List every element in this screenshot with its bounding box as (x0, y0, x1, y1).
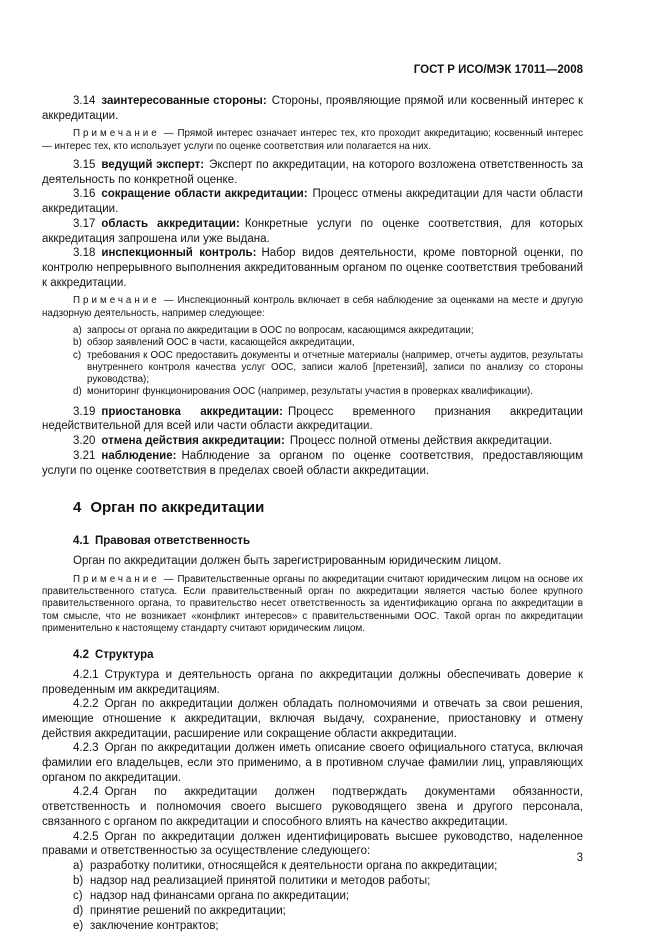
term-3-19 (42, 405, 583, 434)
term-number: 3.18 (73, 247, 96, 260)
clause-text: Орган по аккредитации должен иметь описание своего официального статуса, включая фамилии его владельцев, если это применимо, а в противном случае фамилии лиц, управляющих органом по аккредитации. (42, 742, 583, 784)
list-item-label: b) (73, 337, 82, 349)
note-3-14 (42, 128, 583, 153)
section-4-2-heading (73, 648, 583, 663)
note-dash: — (163, 573, 174, 585)
term-definition: Процесс полной отмены действия аккредитации. (289, 435, 553, 448)
list-item-text: запросы от органа по аккредитации в ООС по вопросам, касающимся аккредитации; (87, 324, 474, 336)
section-number: 4 (73, 499, 82, 517)
term-definition: Процесс отмены аккредитации для части области аккредитации. (42, 188, 583, 216)
clause-text: Орган по аккредитации должен обладать полномочиями и отвечать за свои решения, имеющие отношение к аккредитации, включая выдачу, сохранение, приостановку и отмену действия аккредитации, расширение или сокращение области аккредитации. (42, 698, 583, 740)
term-definition: Конкретные услуги по оценке соответствия, для которых аккредитация запрошена или уже выдана. (42, 217, 583, 245)
section-title: Структура (95, 649, 154, 662)
list-item-label: b) (73, 874, 84, 887)
clause-number: 4.2.1 (73, 668, 99, 681)
clause-4-2-5 (42, 830, 583, 859)
term-name: наблюдение: (101, 449, 177, 462)
clause-4-1-paragraph (42, 554, 583, 569)
term-name: приостановка аккредитации: (101, 405, 283, 418)
clause-text: Орган по аккредитации должен быть зарегистрированным юридическим лицом. (73, 554, 502, 567)
clause-text: Орган по аккредитации должен подтверждать документами обязанности, ответственность и полномочия своего высшего руководящего звена и другого персонала, связанного с органом по аккредитации и способного влиять на качество аккредитации. (42, 786, 583, 828)
list-item-d (42, 904, 583, 918)
section-title: Правовая ответственность (95, 535, 251, 548)
clause-text: Структура и деятельность органа по аккредитации должны обеспечивать доверие к проведенным им аккредитациям. (42, 668, 583, 696)
term-3-18 (42, 246, 583, 290)
term-number: 3.17 (73, 217, 96, 230)
list-item-label: a) (73, 324, 82, 336)
list-item-label: e) (73, 919, 84, 932)
list-item-text: мониторинг функционирования ООС (например, результаты участия в проверках квалификации). (87, 386, 534, 398)
note-label: Примечание (73, 128, 160, 140)
term-3-16 (42, 187, 583, 216)
term-definition: Набор видов деятельности, кроме повторной оценки, по контролю непрерывного выполнения аккредитованным органом по оценке соответствия требований к аккредитации. (42, 247, 583, 289)
term-name: ведущий эксперт: (101, 159, 205, 171)
list-item-label: c) (73, 349, 82, 361)
note-3-18-list (42, 325, 583, 399)
term-number: 3.14 (73, 95, 96, 107)
term-name: заинтересованные стороны: (101, 95, 267, 107)
list-item-e (42, 919, 583, 933)
term-definition: Процесс временного признания аккредитации недействительной для всей или части области аккредитации. (42, 405, 583, 433)
term-3-21 (42, 449, 583, 478)
term-3-14 (42, 94, 583, 123)
note-dash: — (163, 295, 174, 307)
section-number: 4.1 (73, 535, 89, 548)
term-number: 3.19 (73, 405, 96, 418)
clause-number: 4.2.2 (73, 698, 99, 711)
list-item-text: надзор над реализацией принятой политики и методов работы; (90, 874, 431, 887)
list-item-d (42, 386, 583, 398)
list-item-text: заключение контрактов; (90, 919, 219, 932)
term-3-15 (42, 158, 583, 187)
section-title: Орган по аккредитации (90, 499, 265, 517)
note-4-1 (42, 574, 583, 635)
clause-number: 4.2.5 (73, 830, 99, 843)
clause-4-2-5-list (42, 859, 583, 933)
list-item-a (42, 325, 583, 337)
note-label: Примечание (73, 573, 160, 585)
term-definition: Стороны, проявляющие прямой или косвенный интерес к аккредитации. (42, 95, 583, 122)
term-3-17 (42, 217, 583, 246)
clause-4-2-2 (42, 697, 583, 741)
term-name: область аккредитации: (101, 217, 240, 230)
term-number: 3.15 (73, 159, 96, 171)
clause-number: 4.2.4 (73, 786, 99, 799)
clause-text: Орган по аккредитации должен идентифицировать высшее руководство, наделенное правами и ответственностью за осуществление следующего: (42, 830, 583, 858)
note-text: Прямой интерес означает интерес тех, кто проходит аккредитацию; косвенный интерес — интерес тех, кто использует услуги по оценке соответствия или полагается на них. (42, 128, 583, 152)
term-definition: Наблюдение за органом по оценке соответствия, предоставляющим услуги по оценке соответствия в пределах своей области аккредитации. (42, 449, 583, 477)
list-item-a (42, 859, 583, 873)
term-name: отмена действия аккредитации: (101, 435, 285, 448)
list-item-c (42, 350, 583, 387)
clause-4-2-3 (42, 741, 583, 785)
page-number: 3 (576, 852, 583, 864)
list-item-label: d) (73, 904, 84, 917)
note-3-18-intro (42, 295, 583, 320)
term-name: инспекционный контроль: (101, 247, 257, 260)
clause-4-2-1 (42, 668, 583, 697)
list-item-text: требования к ООС предоставить документы и отчетные материалы (например, отчеты аудитов, результаты внутреннего контроля качества услуг ООС, записи жалоб [претензий], записи по анализу со стороны руководства); (87, 349, 583, 386)
list-item-text: обзор заявлений ООС в части, касающейся аккредитации, (87, 337, 355, 349)
note-dash: — (163, 128, 174, 140)
standard-designation: ГОСТ Р ИСО/МЭК 17011—2008 (413, 64, 583, 76)
section-4-1-heading (73, 534, 583, 549)
term-definition: Эксперт по аккредитации, на которого возложена ответственность за деятельность по конкретной оценке. (42, 159, 583, 186)
note-text: Правительственные органы по аккредитации считают юридическим лицом на основе их правительственного статуса. Если правительственный орган по аккредитации является частью более крупного правительственного органа, то правительство несет ответственность за идентификацию органа по аккредитации в том смысле, что не возникает «конфликт интересов» с правительственными ООС. Такой орган по аккредитации применительно к настоящему стандарту считают юридическим лицом. (42, 573, 583, 634)
page-content (42, 63, 583, 934)
list-item-text: надзор над финансами органа по аккредитации; (90, 889, 350, 902)
term-3-20 (42, 434, 583, 449)
clause-4-2-4 (42, 785, 583, 829)
section-4-heading (73, 499, 583, 517)
list-item-c (42, 889, 583, 903)
section-number: 4.2 (73, 649, 89, 662)
term-number: 3.20 (73, 435, 96, 448)
term-number: 3.21 (73, 449, 96, 462)
term-number: 3.16 (73, 188, 96, 201)
list-item-text: принятие решений по аккредитации; (90, 904, 286, 917)
list-item-label: a) (73, 859, 84, 872)
list-item-b (42, 337, 583, 349)
term-name: сокращение области аккредитации: (101, 188, 308, 201)
note-text: Инспекционный контроль включает в себя наблюдение за оценками на месте и другую надзорную деятельность, например следующее: (42, 295, 583, 319)
running-header (42, 63, 583, 77)
clause-number: 4.2.3 (73, 742, 99, 755)
list-item-label: d) (73, 386, 82, 398)
list-item-label: c) (73, 889, 83, 902)
list-item-b (42, 874, 583, 888)
list-item-text: разработку политики, относящейся к деятельности органа по аккредитации; (90, 859, 498, 872)
note-label: Примечание (73, 295, 160, 307)
